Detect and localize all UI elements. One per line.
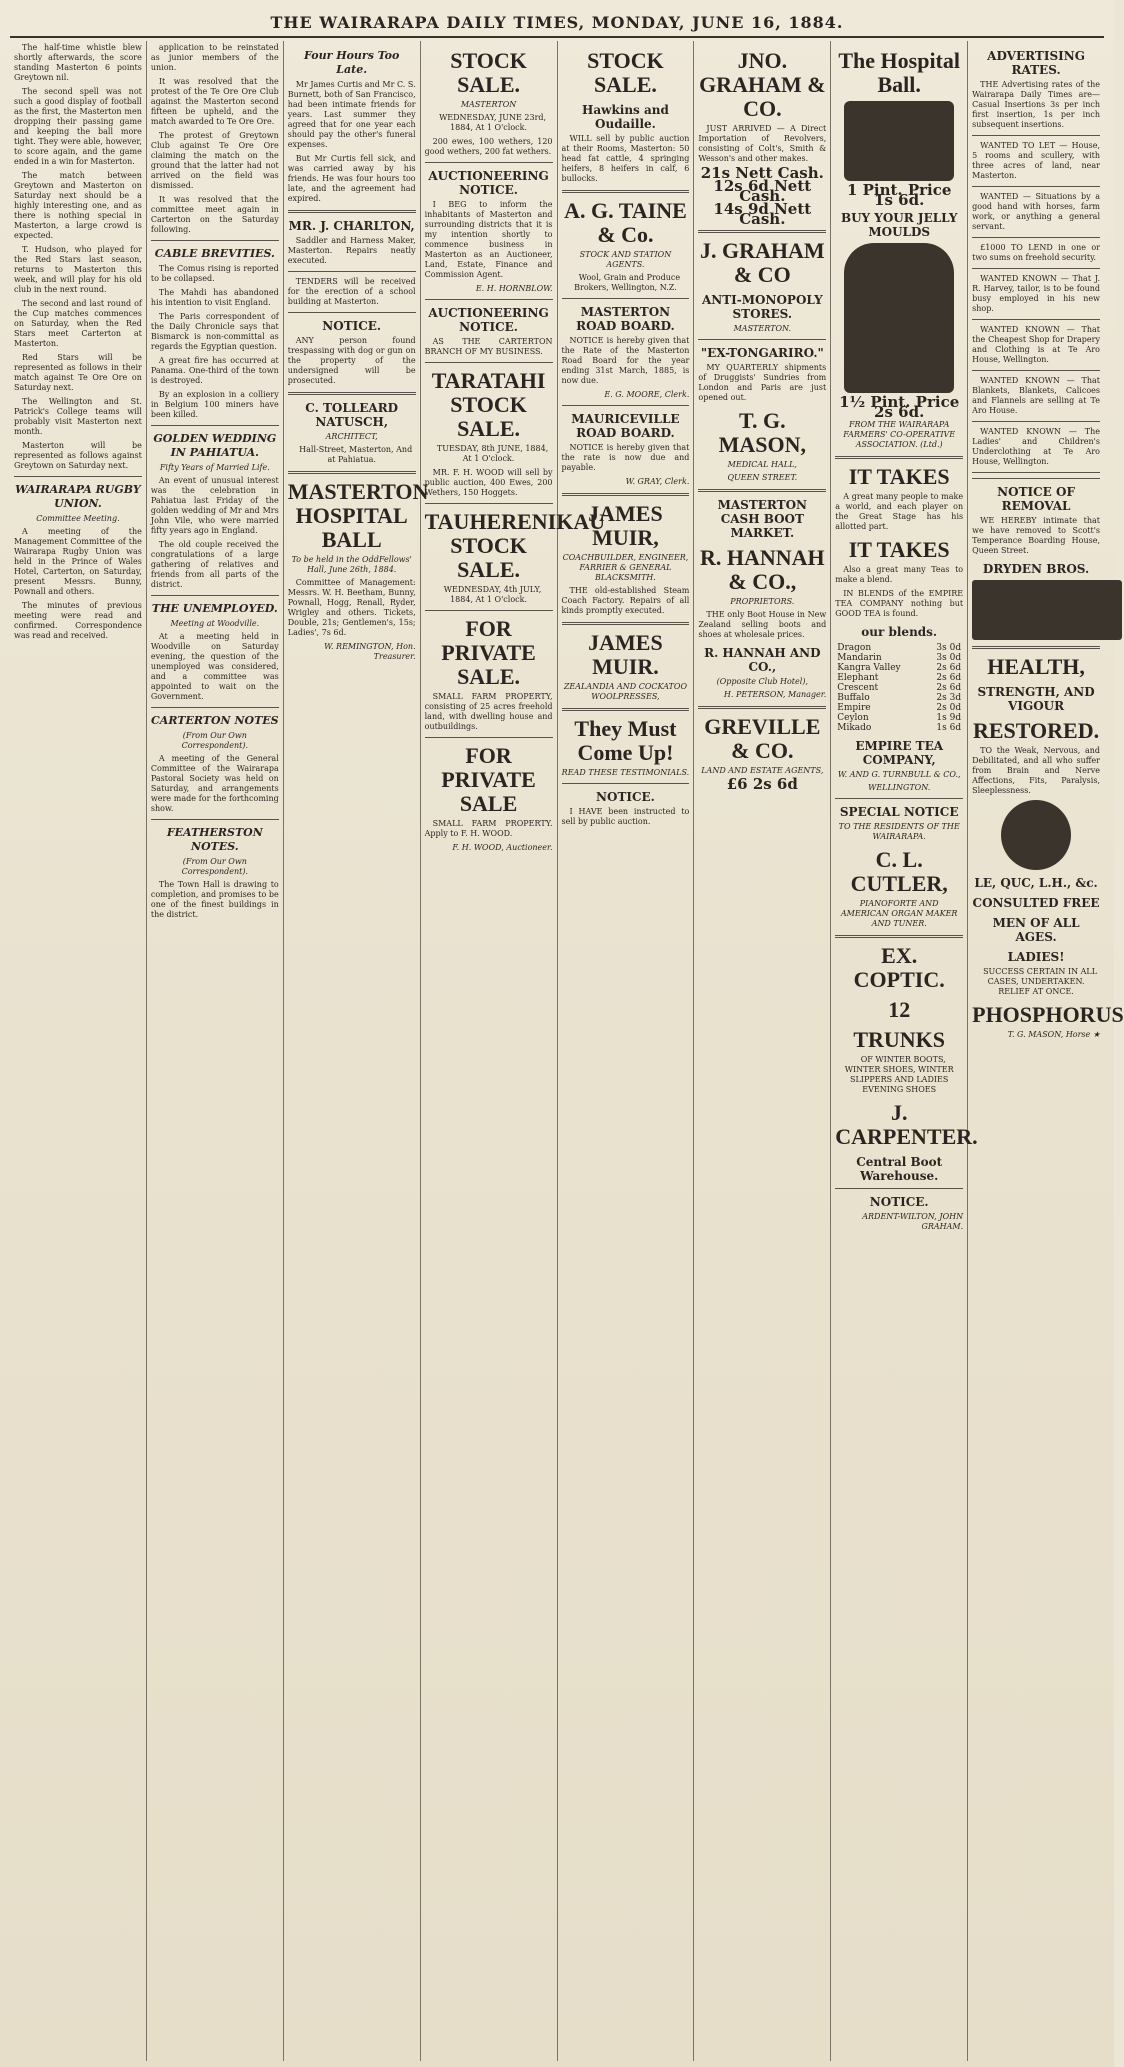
divider: [835, 456, 963, 459]
tea-row: [835, 653, 963, 663]
article-headline: GOLDEN WEDDING IN PAHIATUA.: [153, 432, 277, 459]
ad-headline: R. HANNAH AND CO.,: [704, 646, 821, 674]
article-headline: Four Hours Too Late.: [304, 49, 400, 76]
ad-text: 200 ewes, 100 wethers, 120 good wethers, 200 fat wethers.: [424, 137, 553, 156]
divider: [562, 708, 690, 711]
ad-headline: DRYDEN BROS.: [982, 562, 1090, 576]
ad-headline: ADVERTISING RATES.: [987, 49, 1085, 77]
ad-text: WE HEREBY intimate that we have removed to Scott's Temperance Boarding House, Queen Street.: [972, 516, 1100, 555]
ad-subhead: Hawkins and Oudaille.: [582, 103, 669, 131]
ad-subhead: W. AND G. TURNBULL & CO.,: [837, 770, 961, 779]
ad-location: WELLINGTON.: [868, 783, 931, 792]
article-subhead: (From Our Own Correspondent).: [181, 731, 249, 750]
signature: ARDENT-WILTON, JOHN GRAHAM.: [862, 1212, 964, 1231]
ad-text: NOTICE is hereby given that the rate is now due and payable.: [561, 443, 690, 472]
tea-price: 2s 3d: [936, 693, 962, 703]
ad-subhead: COACHBUILDER, ENGINEER, FARRIER & GENERAL BLACKSMITH.: [562, 553, 689, 582]
wagon-illustration: [972, 580, 1122, 640]
article-subhead: Committee Meeting.: [36, 514, 120, 523]
ad-text: THE Advertising rates of the Wairarapa Daily Times are—Casual Insertions 3s per inch first insertion, 1s per inch subsequent insertions.: [972, 80, 1100, 129]
article-paragraph: At a meeting held in Woodville on Saturday evening, the question of the unemployed was considered, and a committee was appointed to wait on the Government.: [150, 632, 279, 701]
divider: [151, 595, 279, 596]
ad-subhead: TO THE RESIDENTS OF THE WAIRARAPA.: [838, 822, 960, 841]
article-paragraph: It was resolved that the protest of the Te Ore Ore Club against the Masterton second fifteen be upheld, and the match awarded to Te Ore Ore.: [150, 77, 279, 126]
ad-headline: MEN OF ALL AGES.: [992, 916, 1080, 944]
tea-name: Crescent: [837, 683, 879, 693]
article-paragraph: The Comus rising is reported to be collapsed.: [150, 264, 279, 283]
ad-headline: JNO. GRAHAM & CO.: [699, 48, 826, 121]
ad-headline: J. CARPENTER.: [835, 1100, 978, 1149]
tea-name: Mikado: [837, 723, 872, 733]
divider: [14, 476, 142, 477]
tea-name: Ceylon: [837, 713, 869, 723]
divider: [972, 237, 1100, 238]
classified-ad: WANTED — Situations by a good hand with horses, farm work, or anything a general servant.: [972, 192, 1100, 231]
ball-headline: MASTERTON HOSPITAL BALL: [287, 479, 429, 552]
divider: [562, 298, 690, 299]
ad-headline: FOR PRIVATE SALE: [441, 743, 536, 816]
ad-headline: TARATAHI STOCK SALE.: [431, 368, 546, 441]
ad-headline: BUY YOUR JELLY MOULDS: [840, 211, 958, 239]
article-paragraph: The second and last round of the Cup matches commences on Saturday, when the Red Stars meet Carterton at Masterton.: [14, 299, 142, 348]
ad-text: SMALL FARM PROPERTY, consisting of 25 acres freehold land, with dwelling house and outbuildings.: [424, 692, 553, 731]
divider: [425, 162, 553, 163]
signature: W. GRAY, Clerk.: [625, 477, 690, 486]
divider: [425, 737, 553, 738]
tea-name: Elephant: [837, 673, 879, 683]
signature: T. G. MASON, Horse ★: [1007, 1030, 1100, 1039]
ad-text: Also a great many Teas to make a blend.: [835, 565, 964, 584]
ad-headline: TRUNKS: [853, 1027, 946, 1052]
divider: [972, 421, 1100, 422]
article-subhead: Meeting at Woodville.: [170, 619, 260, 628]
tea-row: [835, 673, 963, 683]
ad-text: OF WINTER BOOTS, WINTER SHOES, WINTER SLIPPERS AND LADIES EVENING SHOES: [844, 1055, 954, 1094]
ad-heading: C. TOLLEARD NATUSCH,: [305, 401, 399, 429]
ad-headline: SPECIAL NOTICE: [839, 805, 959, 819]
ad-headline: A. G. TAINE & Co.: [564, 198, 687, 247]
ad-subhead: MASTERTON: [460, 100, 517, 109]
ad-headline: MASTERTON CASH BOOT MARKET.: [717, 498, 808, 540]
article-headline: CARTERTON NOTES: [151, 714, 279, 727]
columns: [10, 41, 1124, 2061]
classified-ad: £1000 TO LEND in one or two sums on freehold security.: [972, 243, 1100, 262]
article-paragraph: The Paris correspondent of the Daily Chronicle says that Bismarck is non-committal as regards the Egyptian question.: [150, 312, 279, 351]
divider: [972, 472, 1100, 473]
divider: [562, 622, 690, 625]
divider: [972, 186, 1100, 187]
ad-text: WILL sell by public auction at their Rooms, Masterton: 50 head fat cattle, 4 springing heifers, 8 heifers in calf, 6 bullocks.: [561, 134, 690, 183]
ad-text: NOTICE is hereby given that the Rate of the Masterton Road Board for the year ending 31st March, 1885, is now due.: [561, 336, 690, 385]
ad-subhead: ANTI-MONOPOLY STORES.: [701, 293, 823, 321]
divider: [698, 489, 826, 492]
ad-text: I HAVE been instructed to sell by public auction.: [561, 807, 690, 826]
ad-subhead: ARCHITECT,: [325, 432, 378, 441]
tea-row: [835, 703, 963, 713]
ad-text: SMALL FARM PROPERTY. Apply to F. H. WOOD.: [424, 819, 553, 838]
ad-headline: R. HANNAH & CO.,: [699, 545, 825, 594]
tea-row: [835, 723, 963, 733]
classified-ads: [972, 141, 1100, 473]
price: 14s 9d Nett Cash.: [713, 200, 812, 228]
divider: [972, 646, 1100, 649]
divider: [972, 478, 1100, 479]
divider: [972, 135, 1100, 136]
tea-price: 1s 9d: [936, 713, 962, 723]
classified-ad: WANTED KNOWN — That J. R. Harvey, tailor, is to be found busy employed in his new shop.: [972, 274, 1100, 313]
ad-text: MY QUARTERLY shipments of Druggists' Sundries from London and Paris are just opened out.: [698, 363, 827, 402]
ad-subhead: FROM THE WAIRARAPA FARMERS' CO-OPERATIVE ASSOCIATION. (Ltd.): [843, 420, 956, 449]
signature: E. H. HORNBLOW.: [475, 284, 553, 293]
ad-text: MR. F. H. WOOD will sell by public auction, 400 Ewes, 200 Wethers, 150 Hoggets.: [424, 468, 553, 497]
signature: H. PETERSON, Manager.: [723, 690, 827, 699]
divider: [425, 610, 553, 611]
article-subhead: Fifty Years of Married Life.: [159, 463, 270, 472]
ad-subhead: MEDICAL HALL,: [727, 460, 797, 469]
divider: [288, 392, 416, 395]
ad-text: SUCCESS CERTAIN IN ALL CASES, UNDERTAKEN. RELIEF AT ONCE.: [983, 967, 1098, 996]
tea-price: 2s 6d: [936, 673, 962, 683]
tea-row: [835, 643, 963, 653]
article-paragraph: The Town Hall is drawing to completion, and promises to be one of the finest buildings in the district.: [150, 880, 279, 919]
ad-headline: NOTICE.: [869, 1195, 929, 1209]
signature: E. G. MOORE, Clerk.: [604, 390, 690, 399]
ad-subhead: PROPRIETORS.: [730, 597, 795, 606]
ad-headline: T. G. MASON,: [718, 408, 806, 457]
price: 12s 6d Nett Cash.: [713, 177, 812, 205]
ad-text: Hall-Street, Masterton, And at Pahiatua.: [299, 445, 413, 464]
divider: [562, 405, 690, 406]
ad-headline: HEALTH,: [987, 654, 1085, 679]
ad-headline: J. GRAHAM & CO: [699, 238, 825, 287]
ad-headline: STOCK SALE.: [587, 48, 664, 97]
article-paragraph: A great fire has occurred at Panama. One-third of the town is destroyed.: [150, 356, 279, 385]
divider: [425, 503, 553, 504]
tea-row: [835, 693, 963, 703]
ad-headline: They Must Come Up!: [574, 716, 677, 765]
price: 1½ Pint. Price 2s 6d.: [839, 393, 960, 421]
article-headline: WAIRARAPA RUGBY UNION.: [15, 483, 141, 510]
ball-text: Committee of Management: Messrs. W. H. Beetham, Bunny, Pownall, Hogg, Renall, Ryder, Wrigley and others. Tickets, Double, 21s; Gentlemen's, 15s; Ladies', 7s 6d.: [287, 578, 416, 637]
ad-location: QUEEN STREET.: [727, 473, 798, 482]
divider: [151, 240, 279, 241]
ad-text: I BEG to inform the inhabitants of Masterton and surrounding districts that it is my intention shortly to commence business in Masterton as an Auctioneer, Land, Estate, Finance and Commission Agent.: [424, 200, 553, 279]
article-headline: CABLE BREVITIES.: [154, 247, 275, 260]
price: 21s Nett Cash.: [700, 164, 824, 182]
column-6: [694, 41, 831, 2061]
divider: [288, 210, 416, 213]
article-paragraph: The half-time whistle blew shortly afterwards, the score standing Masterton 6 points Greytown nil.: [14, 43, 142, 82]
divider: [562, 783, 690, 784]
price: £6 2s 6d: [726, 775, 798, 793]
article-subhead: (From Our Own Correspondent).: [181, 857, 249, 876]
classified-ad: WANTED KNOWN — The Ladies' and Children's Underclothing at Te Aro House, Wellington.: [972, 427, 1100, 466]
article-paragraph: The Mahdi has abandoned his intention to visit England.: [150, 288, 279, 307]
tea-name: Empire: [837, 703, 871, 713]
divider: [425, 362, 553, 363]
ad-subhead: STRENGTH, AND VIGOUR: [977, 685, 1095, 713]
ad-text: Saddler and Harness Maker, Masterton. Repairs neatly executed.: [287, 236, 416, 265]
ad-headline: "EX-TONGARIRO.": [700, 346, 824, 360]
ad-location: MASTERTON.: [733, 324, 792, 333]
ad-subhead: READ THESE TESTIMONIALS.: [561, 768, 690, 777]
column-1: [10, 41, 147, 2061]
tea-price-list: [835, 643, 963, 733]
divider: [698, 230, 826, 233]
ad-headline: CONSULTED FREE: [972, 896, 1100, 910]
column-2: [147, 41, 284, 2061]
article-paragraph: T. Hudson, who played for the Red Stars last season, returns to Masterton this week, and will play for his old club in the next round.: [14, 245, 142, 294]
divider: [835, 935, 963, 938]
article-paragraph: The minutes of previous meeting were read and confirmed. Correspondence was read and received.: [14, 601, 142, 640]
ad-headline: LADIES!: [1007, 950, 1065, 964]
article-paragraph: Masterton will be represented as follows against Greytown on Saturday next.: [14, 441, 142, 470]
notice-heading: NOTICE.: [322, 319, 382, 333]
ad-text: AS THE CARTERTON BRANCH OF MY BUSINESS.: [424, 337, 553, 356]
ad-subhead: LAND AND ESTATE AGENTS,: [701, 766, 824, 775]
classified-ad: WANTED KNOWN — That the Cheapest Shop for Drapery and Clothing is at Te Aro House, Wellington.: [972, 325, 1100, 364]
ad-text: Wool, Grain and Produce Brokers, Wellington, N.Z.: [574, 273, 681, 292]
price: 1 Pint. Price 1s 6d.: [846, 181, 952, 209]
ad-headline: MAURICEVILLE ROAD BOARD.: [571, 412, 680, 440]
jelly-mould-illustration: [844, 101, 954, 181]
ad-subhead: (Opposite Club Hotel),: [716, 677, 808, 686]
tea-price: 3s 0d: [936, 643, 962, 653]
classified-ad: WANTED TO LET — House, 5 rooms and scullery, with three acres of land, near Masterton.: [972, 141, 1100, 180]
ad-text: THE old-established Steam Coach Factory. Repairs of all kinds promptly executed.: [561, 586, 690, 615]
divider: [835, 798, 963, 799]
ad-headline: LE, QUC, L.H., &c.: [974, 876, 1098, 890]
tea-row: [835, 663, 963, 673]
signature: F. H. WOOD, Auctioneer.: [452, 843, 553, 852]
divider: [698, 706, 826, 709]
divider: [151, 819, 279, 820]
article-paragraph: A meeting of the Management Committee of the Wairarapa Rugby Union was held in the Prince of Wales Hotel, Carterton, on Saturday, present Messrs. Bunny, Pownall and others.: [14, 527, 142, 596]
article-paragraph: By an explosion in a colliery in Belgium 100 miners have been killed.: [150, 390, 279, 419]
ad-headline: NOTICE OF REMOVAL: [997, 485, 1075, 513]
signature: W. REMINGTON, Hon. Treasurer.: [324, 642, 416, 661]
divider: [972, 268, 1100, 269]
classified-ad: WANTED KNOWN — That Blankets, Blankets, Calicoes and Flannels are selling at Te Aro House.: [972, 376, 1100, 415]
article-paragraph: The protest of Greytown Club against Te Ore Ore claiming the match on the ground that the latter had not arrived on the field was dismissed.: [150, 131, 279, 190]
article-paragraph: A meeting of the General Committee of the Wairarapa Pastoral Society was held on Saturday, and arrangements were made for the forthcoming show.: [150, 754, 279, 813]
divider: [288, 471, 416, 474]
tea-price: 1s 6d: [936, 723, 962, 733]
article-paragraph: The match between Greytown and Masterton on Saturday next should be a highly interesting one, and as there is nothing special in Masterton, a large crowd is expected.: [14, 171, 142, 240]
ad-text: TENDERS will be received for the erection of a school building at Masterton.: [287, 277, 416, 306]
ad-headline: EX. COPTIC.: [853, 943, 945, 992]
ad-headline: RESTORED.: [972, 718, 1100, 743]
tea-row: [835, 713, 963, 723]
ad-headline: AUCTIONEERING NOTICE.: [428, 169, 549, 197]
tea-price: 3s 0d: [936, 653, 962, 663]
tea-name: Mandarin: [837, 653, 882, 663]
tea-price: 2s 6d: [936, 663, 962, 673]
article-paragraph: The second spell was not such a good display of football as the first, the Masterton men dropping their passing game and keeping the ball more tight. They were able, however, to score again, and the game ended in a win for Masterton.: [14, 87, 142, 166]
ad-headline: The Hospital Ball.: [838, 48, 960, 97]
ad-heading: MR. J. CHARLTON,: [288, 219, 415, 233]
ad-subhead: ZEALANDIA AND COCKATOO WOOLPRESSES,: [563, 682, 687, 701]
ad-headline: IT TAKES: [848, 464, 950, 489]
divider: [151, 425, 279, 426]
divider: [835, 1188, 963, 1189]
ad-text: THE only Boot House in New Zealand selling boots and shoes at wholesale prices.: [698, 610, 827, 639]
masthead: THE WAIRARAPA DAILY TIMES, MONDAY, JUNE 16, 1884.: [10, 8, 1104, 38]
ad-headline: JAMES MUIR.: [588, 630, 663, 679]
seal-illustration: [1001, 800, 1071, 870]
column-3: [284, 41, 429, 2061]
ad-subhead: PIANOFORTE AND AMERICAN ORGAN MAKER AND TUNER.: [840, 899, 958, 928]
ad-headline: EMPIRE TEA COMPANY,: [855, 739, 944, 767]
tea-name: Kangra Valley: [837, 663, 901, 673]
ad-text: WEDNESDAY, 4th JULY, 1884, At 1 O'clock.: [443, 585, 542, 604]
ball-subhead: To be held in the OddFellows' Hall, June 26th, 1884.: [291, 555, 412, 574]
article-paragraph: The old couple received the congratulations of a large gathering of relatives and friends from all parts of the district.: [150, 540, 279, 589]
article-paragraph: It was resolved that the committee meet again in Carterton on the Saturday following.: [150, 195, 279, 234]
column-5: [558, 41, 695, 2061]
article-paragraph: application to be reinstated as junior members of the union.: [150, 43, 279, 72]
column-7: [831, 41, 978, 2061]
ad-text: WEDNESDAY, JUNE 23rd, 1884, At 1 O'clock.: [439, 113, 547, 132]
article-paragraph: The Wellington and St. Patrick's College teams will probably visit Masterton next month.: [14, 397, 142, 436]
ad-text: TUESDAY, 8th JUNE, 1884, At 1 O'clock.: [436, 444, 549, 463]
divider: [698, 339, 826, 340]
divider: [288, 271, 416, 272]
article-headline: FEATHERSTON NOTES.: [166, 826, 263, 853]
tea-row: [835, 683, 963, 693]
column-4: [421, 41, 606, 2061]
ad-headline: 12: [888, 997, 911, 1022]
divider: [972, 370, 1100, 371]
ad-subhead: Central Boot Warehouse.: [856, 1155, 943, 1183]
ad-headline: MASTERTON ROAD BOARD.: [576, 305, 675, 333]
ad-headline: IT TAKES: [848, 537, 950, 562]
column-8: [968, 41, 1124, 2061]
ad-text: TO the Weak, Nervous, and Debilitated, and all who suffer from Brain and Nerve Affections, Fits, Paralysis, Sleeplessness.: [972, 746, 1100, 795]
ad-headline: NOTICE.: [596, 790, 655, 804]
tea-name: Buffalo: [837, 693, 870, 703]
divider: [151, 707, 279, 708]
ad-text: IN BLENDS of the EMPIRE TEA COMPANY nothing but GOOD TEA is found.: [835, 589, 964, 618]
ad-text: A great many people to make a world, and each player on the Great Stage has his allotted part.: [835, 492, 964, 531]
article-paragraph: But Mr Curtis fell sick, and was carried away by his friends. He was four hours too late, and the agreement had expired.: [287, 154, 416, 203]
article-paragraph: An event of unusual interest was the celebration in Pahiatua last Friday of the golden wedding of Mr and Mrs John Vile, who were married fifty years ago in England.: [150, 476, 279, 535]
ad-text: JUST ARRIVED — A Direct Importation of Revolvers, consisting of Colt's, Smith & Wesson's and other makes.: [698, 124, 827, 163]
tea-price: 2s 6d: [936, 683, 962, 693]
ad-headline: C. L. CUTLER,: [850, 847, 948, 896]
ad-headline: TAUHERENIKAU STOCK SALE.: [424, 509, 606, 582]
ad-headline: our blends.: [861, 625, 938, 639]
article-headline: THE UNEMPLOYED.: [151, 602, 278, 615]
notice-text: ANY person found trespassing with dog or gun on the property of the undersigned will be prosecuted.: [287, 336, 416, 385]
article-paragraph: Mr James Curtis and Mr C. S. Burnett, both of San Francisco, had been intimate friends for years. Last summer they agreed that for one year each should pay the other's funeral expenses.: [287, 80, 416, 149]
ad-headline: JAMES MUIR,: [588, 501, 663, 550]
tea-name: Dragon: [837, 643, 872, 653]
ad-headline: GREVILLE & CO.: [704, 714, 821, 763]
ad-headline: FOR PRIVATE SALE.: [441, 616, 536, 689]
ad-headline: STOCK SALE.: [450, 48, 527, 97]
ad-headline: PHOSPHORUS: [972, 1002, 1124, 1027]
divider: [562, 190, 690, 193]
article-paragraph: Red Stars will be represented as follows in their match against Te Ore Ore on Saturday next.: [14, 353, 142, 392]
divider: [972, 319, 1100, 320]
divider: [562, 493, 690, 496]
tea-price: 2s 0d: [936, 703, 962, 713]
ad-headline: AUCTIONEERING NOTICE.: [428, 306, 549, 334]
divider: [288, 312, 416, 313]
jelly-mould-illustration: [844, 243, 954, 393]
ad-subhead: STOCK AND STATION AGENTS.: [579, 250, 672, 269]
divider: [425, 299, 553, 300]
